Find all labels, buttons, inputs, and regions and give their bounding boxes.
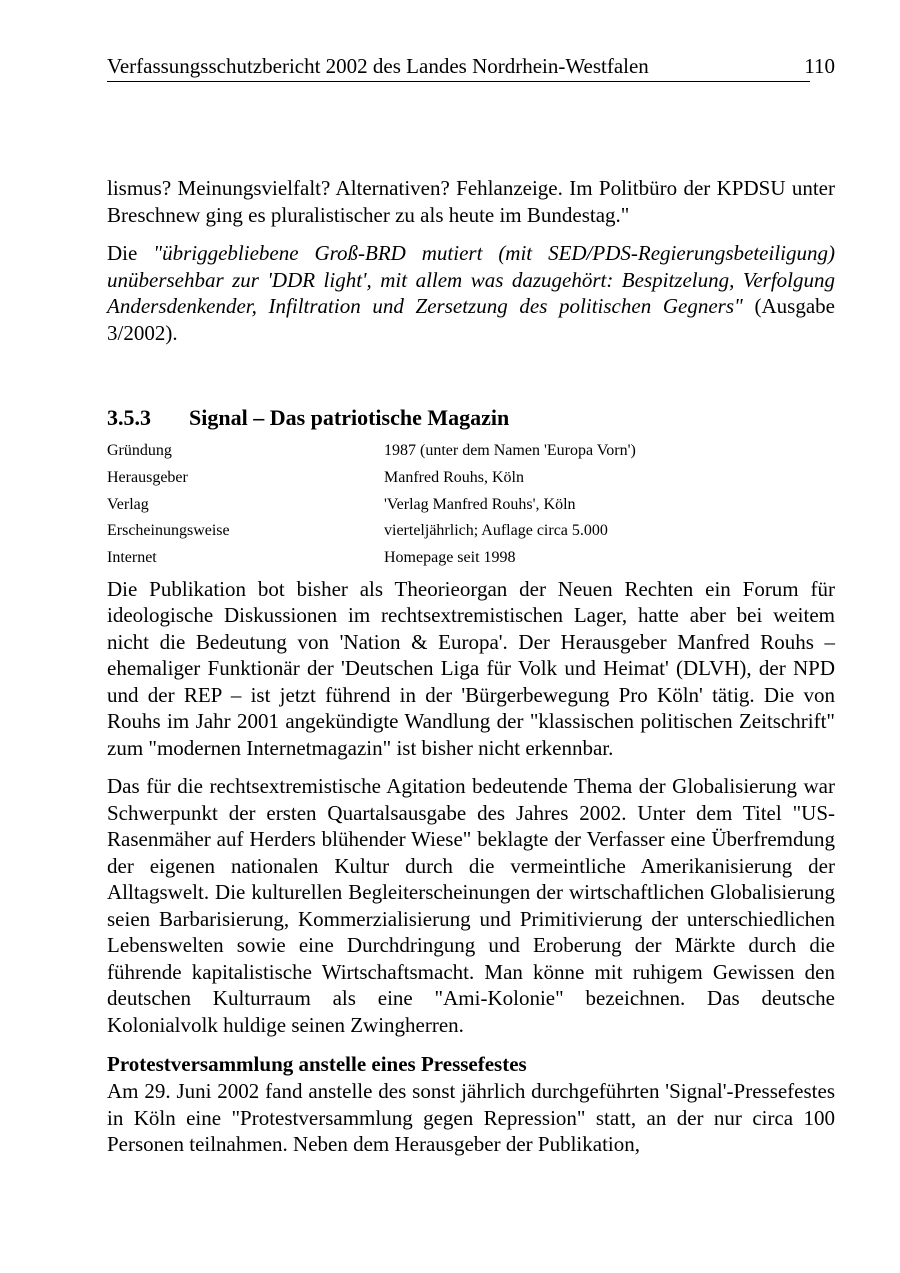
table-row <box>107 465 636 492</box>
table-row <box>107 518 636 545</box>
info-value: Homepage seit 1998 <box>384 549 516 567</box>
table-row <box>107 492 636 519</box>
info-key: Verlag <box>107 495 149 513</box>
paragraph-2-end: (Ausgabe 3/2002). <box>107 294 835 345</box>
publication-info-table <box>107 438 636 572</box>
subheading: Protestversammlung anstelle eines Pressefestes <box>107 1052 527 1077</box>
info-key: Herausgeber <box>107 468 188 486</box>
paragraph-4: Das für die rechtsextremistische Agitation bedeutende Thema der Globalisierung war Schwerpunkt der ersten Quartalsausgabe des Jahres 2002. Unter dem Titel "US-Rasenmäher auf Herders blühender Wiese" beklagte der Verfasser eine Überfremdung der eigenen nationalen Kultur durch die vermeintliche Amerikanisierung der Alltagswelt. Die kulturellen Begleiterscheinungen der wirtschaftlichen Globalisierung seien Barbarisierung, Kommerzialisierung und Primitivierung der unterschiedlichen Lebenswelten sowie eine Durchdringung und Eroberung der Märkte durch die führende kapitalistische Wirtschaftsmacht. Man könne mit ruhigem Gewissen den deutschen Kulturraum als eine "Ami-Kolonie" bezeichnen. Das deutsche Kolonialvolk huldige seinen Zwingherren. <box>107 774 835 1037</box>
info-value: 1987 (unter dem Namen 'Europa Vorn') <box>384 442 636 459</box>
paragraph-1: lismus? Meinungsvielfalt? Alternativen? Fehlanzeige. Im Politbüro der KPDSU unter Breschnew ging es pluralistischer zu als heute im Bundestag." <box>107 176 835 227</box>
header-title: Verfassungsschutzbericht 2002 des Landes Nordrhein-Westfalen <box>107 54 649 78</box>
page-content <box>107 175 835 1158</box>
header-rule <box>107 81 810 82</box>
page-number: 110 <box>804 54 835 78</box>
info-value: 'Verlag Manfred Rouhs', Köln <box>384 495 576 513</box>
paragraph-2-start: Die <box>107 241 154 265</box>
paragraph-5: Am 29. Juni 2002 fand anstelle des sonst jährlich durchgeführten 'Signal'-Pressefestes in Köln eine "Protestversammlung gegen Repression" statt, an der nur circa 100 Personen teilnahmen. Neben dem Herausgeber der Publikation, <box>107 1079 835 1157</box>
info-value: vierteljährlich; Auflage circa 5.000 <box>384 522 608 540</box>
section-heading <box>107 404 835 432</box>
table-row <box>107 545 636 572</box>
info-key: Erscheinungsweise <box>107 522 230 540</box>
info-value: Manfred Rouhs, Köln <box>384 468 524 486</box>
paragraph-2-quote: "übriggebliebene Groß-BRD mutiert (mit SED/PDS-Regierungsbeteiligung) unübersehbar zur 'DDR light', mit allem was dazugehört: Bespitzelung, Verfolgung Andersdenkender, Infiltration und Zersetzung des politischen Gegners" <box>107 241 835 318</box>
paragraph-2 <box>107 240 835 346</box>
table-row <box>107 438 636 465</box>
info-key: Gründung <box>107 442 172 459</box>
paragraph-3: Die Publikation bot bisher als Theorieorgan der Neuen Rechten ein Forum für ideologische Diskussionen im rechtsextremistischen Lager, hatte aber bei weitem nicht die Bedeutung von 'Nation & Europa'. Der Herausgeber Manfred Rouhs – ehemaliger Funktionär der 'Deutschen Liga für Volk und Heimat' (DLVH), der NPD und der REP – ist jetzt führend in der 'Bürgerbewegung Pro Köln' tätig. Die von Rouhs im Jahr 2001 angekündigte Wandlung der "klassischen politischen Zeitschrift" zum "modernen Internetmagazin" ist bisher nicht erkennbar. <box>107 576 835 760</box>
section-number: 3.5.3 <box>107 405 151 430</box>
section-title: Signal – Das patriotische Magazin <box>189 405 510 430</box>
info-key: Internet <box>107 549 157 567</box>
